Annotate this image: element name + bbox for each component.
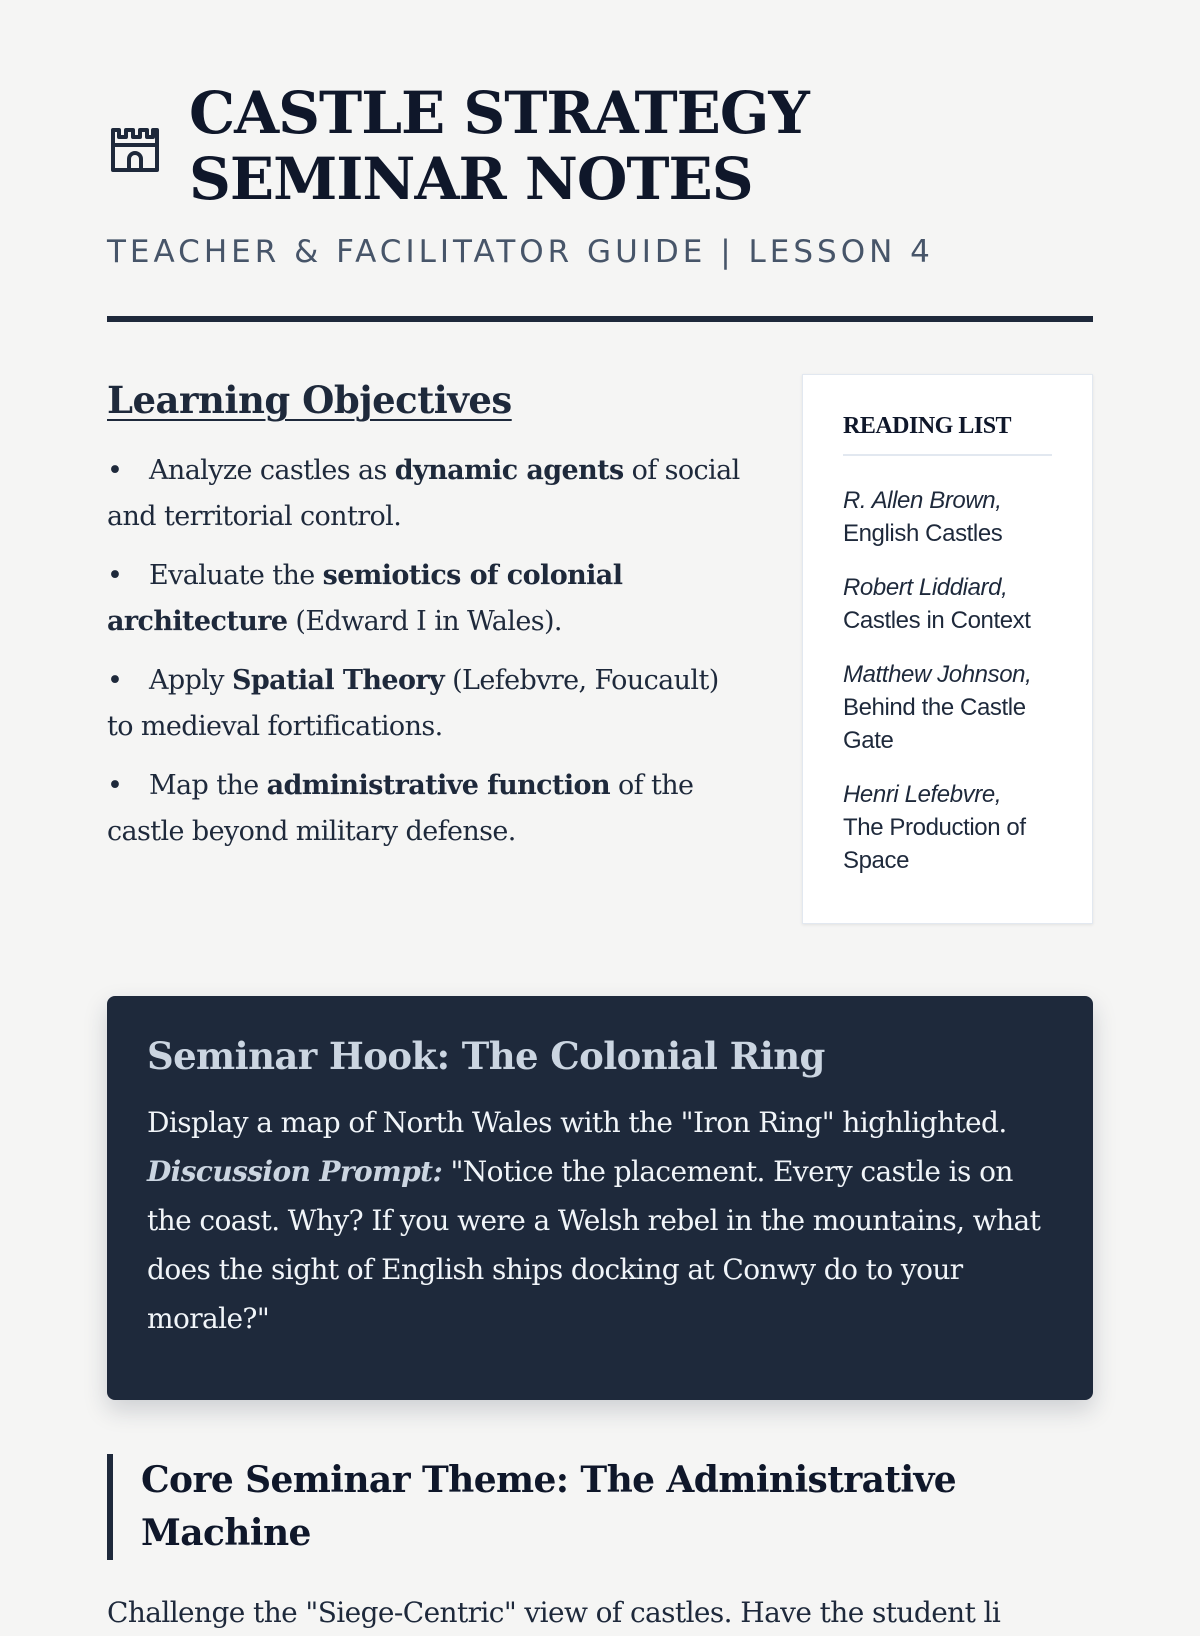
objective-emphasis: administrative function	[266, 770, 610, 801]
page-header	[107, 80, 1093, 212]
discussion-prompt-text: "Notice the placement. Every castle is on the coast. Why? If you were a Welsh rebel in the mountains, what does the sight of English ships docking at Conwy do to your morale?"	[147, 1155, 1041, 1335]
objective-text: Map the	[149, 770, 267, 801]
objective-item	[107, 658, 747, 750]
objective-emphasis: Spatial Theory	[231, 665, 445, 696]
objective-text: (Lefebvre, Foucault) to medieval fortifications.	[107, 665, 719, 742]
objective-item	[107, 763, 747, 855]
reading-work: Behind the Castle Gate	[843, 694, 1026, 754]
bullet-icon: •	[107, 560, 123, 591]
bullet-icon: •	[107, 665, 123, 696]
discussion-prompt-label: Discussion Prompt:	[147, 1155, 443, 1188]
header-text	[189, 80, 1093, 212]
reading-author: Robert Liddiard,	[843, 574, 1008, 601]
core-theme-body: Challenge the "Siege-Centric" view of castles. Have the student li	[107, 1596, 1001, 1629]
page-subtitle: TEACHER & FACILITATOR GUIDE | LESSON 4	[107, 234, 934, 270]
core-theme-title: Core Seminar Theme: The Administrative Machine	[141, 1459, 957, 1554]
castle-icon	[107, 118, 163, 174]
objective-text: (Edward I in Wales).	[287, 606, 562, 637]
objectives-heading: Learning Objectives	[107, 378, 512, 422]
seminar-hook-box	[107, 996, 1093, 1400]
reading-author: Henri Lefebvre,	[843, 781, 1002, 808]
hook-text	[147, 1098, 1053, 1343]
objective-text: of social and territorial control.	[107, 455, 740, 532]
header-divider	[107, 316, 1093, 322]
hook-title: Seminar Hook: The Colonial Ring	[147, 1034, 825, 1078]
learning-objectives	[107, 374, 747, 868]
hook-intro: Display a map of North Wales with the "Iron Ring" highlighted.	[147, 1106, 1007, 1139]
reading-list-card	[802, 374, 1093, 924]
page-title: CASTLE STRATEGY SEMINAR NOTES	[189, 79, 809, 213]
reading-author: R. Allen Brown,	[843, 487, 1002, 514]
objective-text: Analyze castles as	[149, 455, 395, 486]
objectives-and-reading	[107, 374, 1093, 930]
bullet-icon: •	[107, 455, 123, 486]
reading-item	[843, 658, 1052, 757]
reading-work: English Castles	[843, 520, 1003, 547]
objective-emphasis: semiotics of colonial architecture	[107, 560, 623, 637]
reading-list	[843, 484, 1052, 877]
reading-author: Matthew Johnson,	[843, 661, 1032, 688]
reading-work: Castles in Context	[843, 607, 1031, 634]
objectives-list	[107, 448, 747, 855]
core-theme-section	[107, 1454, 1093, 1560]
objective-text: of the castle beyond military defense.	[107, 770, 694, 847]
objective-emphasis: dynamic agents	[394, 455, 624, 486]
objective-text: Apply	[149, 665, 232, 696]
reading-work: The Production of Space	[843, 814, 1026, 874]
reading-list-title: READING LIST	[843, 413, 1052, 456]
reading-item	[843, 778, 1052, 877]
objective-item	[107, 448, 747, 540]
reading-item	[843, 484, 1052, 550]
reading-item	[843, 571, 1052, 637]
objective-item	[107, 553, 747, 645]
objective-text: Evaluate the	[149, 560, 323, 591]
bullet-icon: •	[107, 770, 123, 801]
